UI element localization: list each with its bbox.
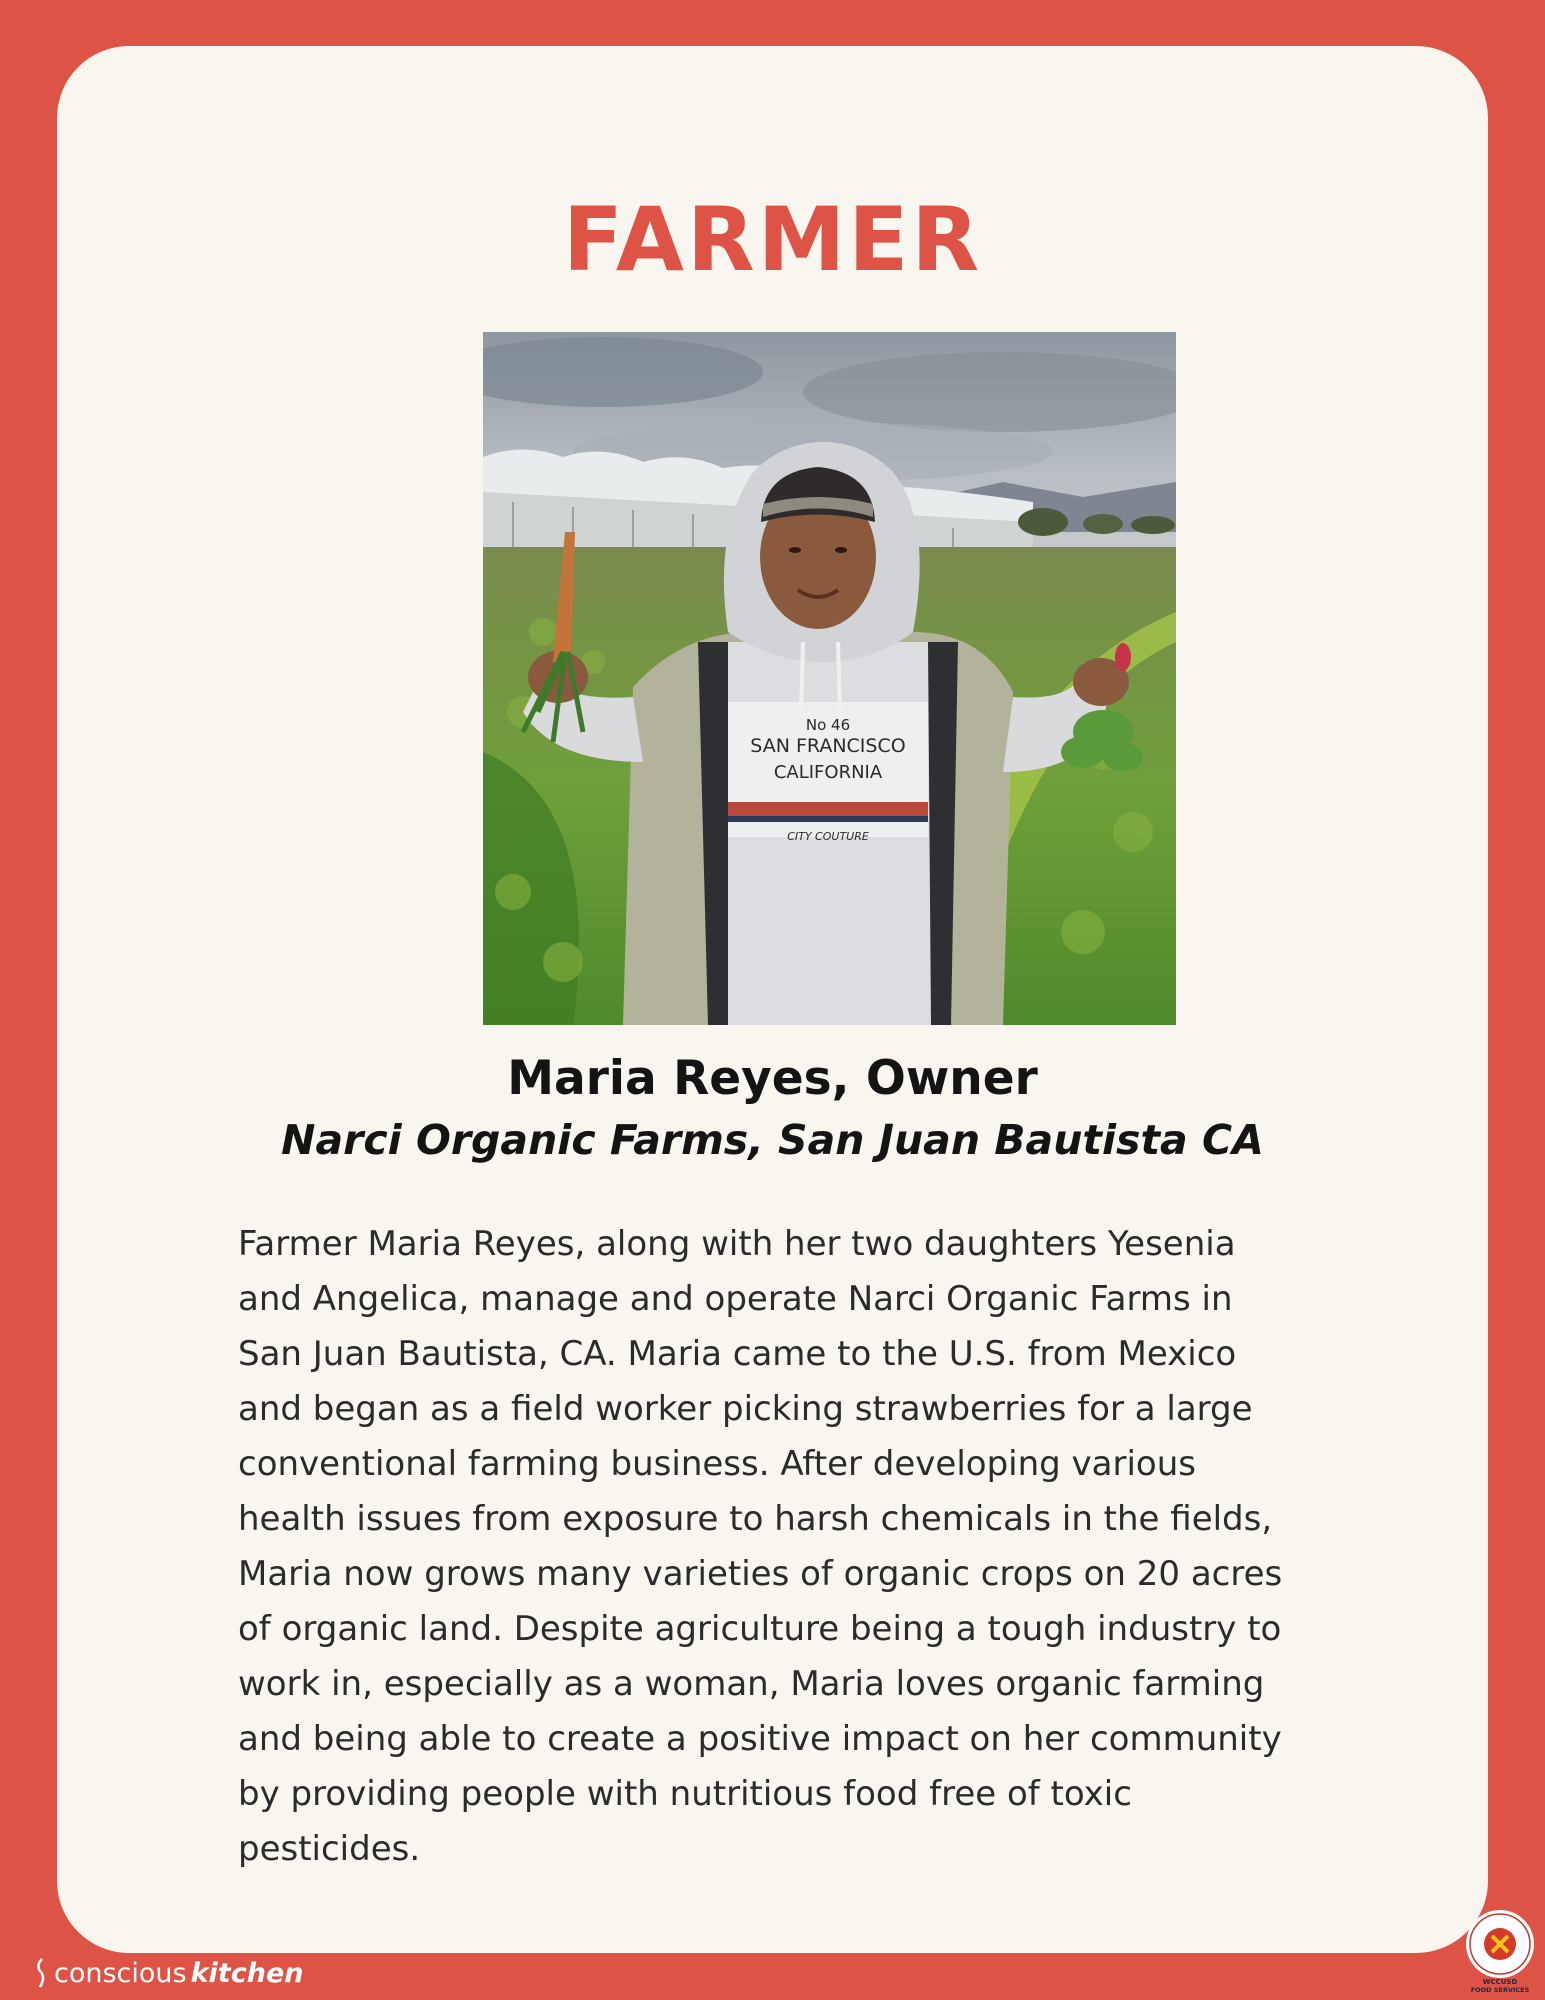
page-title: FARMER [562,188,983,291]
bio-line: work in, especially as a woman, Maria loves organic farming [238,1664,1265,1704]
bio-line: Farmer Maria Reyes, along with her two daughters Yesenia [238,1224,1236,1264]
logo-text-kitchen: kitchen [190,1957,304,1989]
carrot-logo-icon [34,1957,50,1989]
seal-org: WCCUSD [1482,1978,1518,1986]
bio-line: and Angelica, manage and operate Narci Organic Farms in [238,1279,1233,1319]
bio-line: conventional farming business. After developing various [238,1444,1196,1484]
bio-line: and being able to create a positive impact on her community [238,1719,1282,1759]
shirt-text-2: SAN FRANCISCO [750,735,906,757]
profile-card [57,46,1488,1953]
bio-line: pesticides. [238,1829,421,1869]
farmer-photo [483,332,1176,1025]
bio-line: Maria now grows many varieties of organic crops on 20 acres [238,1554,1283,1594]
shirt-text-3: CALIFORNIA [773,762,883,783]
bio-line: and began as a field worker picking strawberries for a large [238,1389,1253,1429]
farm-name: Narci Organic Farms, San Juan Bautista CA [281,1116,1264,1164]
bio-line: of organic land. Despite agriculture being a tough industry to [238,1609,1282,1649]
bio-line: by providing people with nutritious food free of toxic [238,1774,1132,1814]
shirt-text-4: CITY COUTURE [787,830,869,843]
bio-line: health issues from exposure to harsh chemicals in the fields, [238,1499,1273,1539]
wccusd-seal [1462,1906,1538,1994]
farmer-name: Maria Reyes, Owner [507,1051,1038,1106]
bio-line: San Juan Bautista, CA. Maria came to the U.S. from Mexico [238,1334,1237,1374]
seal-dept: FOOD SERVICES [1470,1986,1530,1994]
farmer-bio [238,1217,1418,1877]
shirt-text-1: No 46 [805,716,851,734]
conscious-kitchen-logo [34,1955,303,1991]
logo-text-conscious: conscious [54,1957,187,1989]
